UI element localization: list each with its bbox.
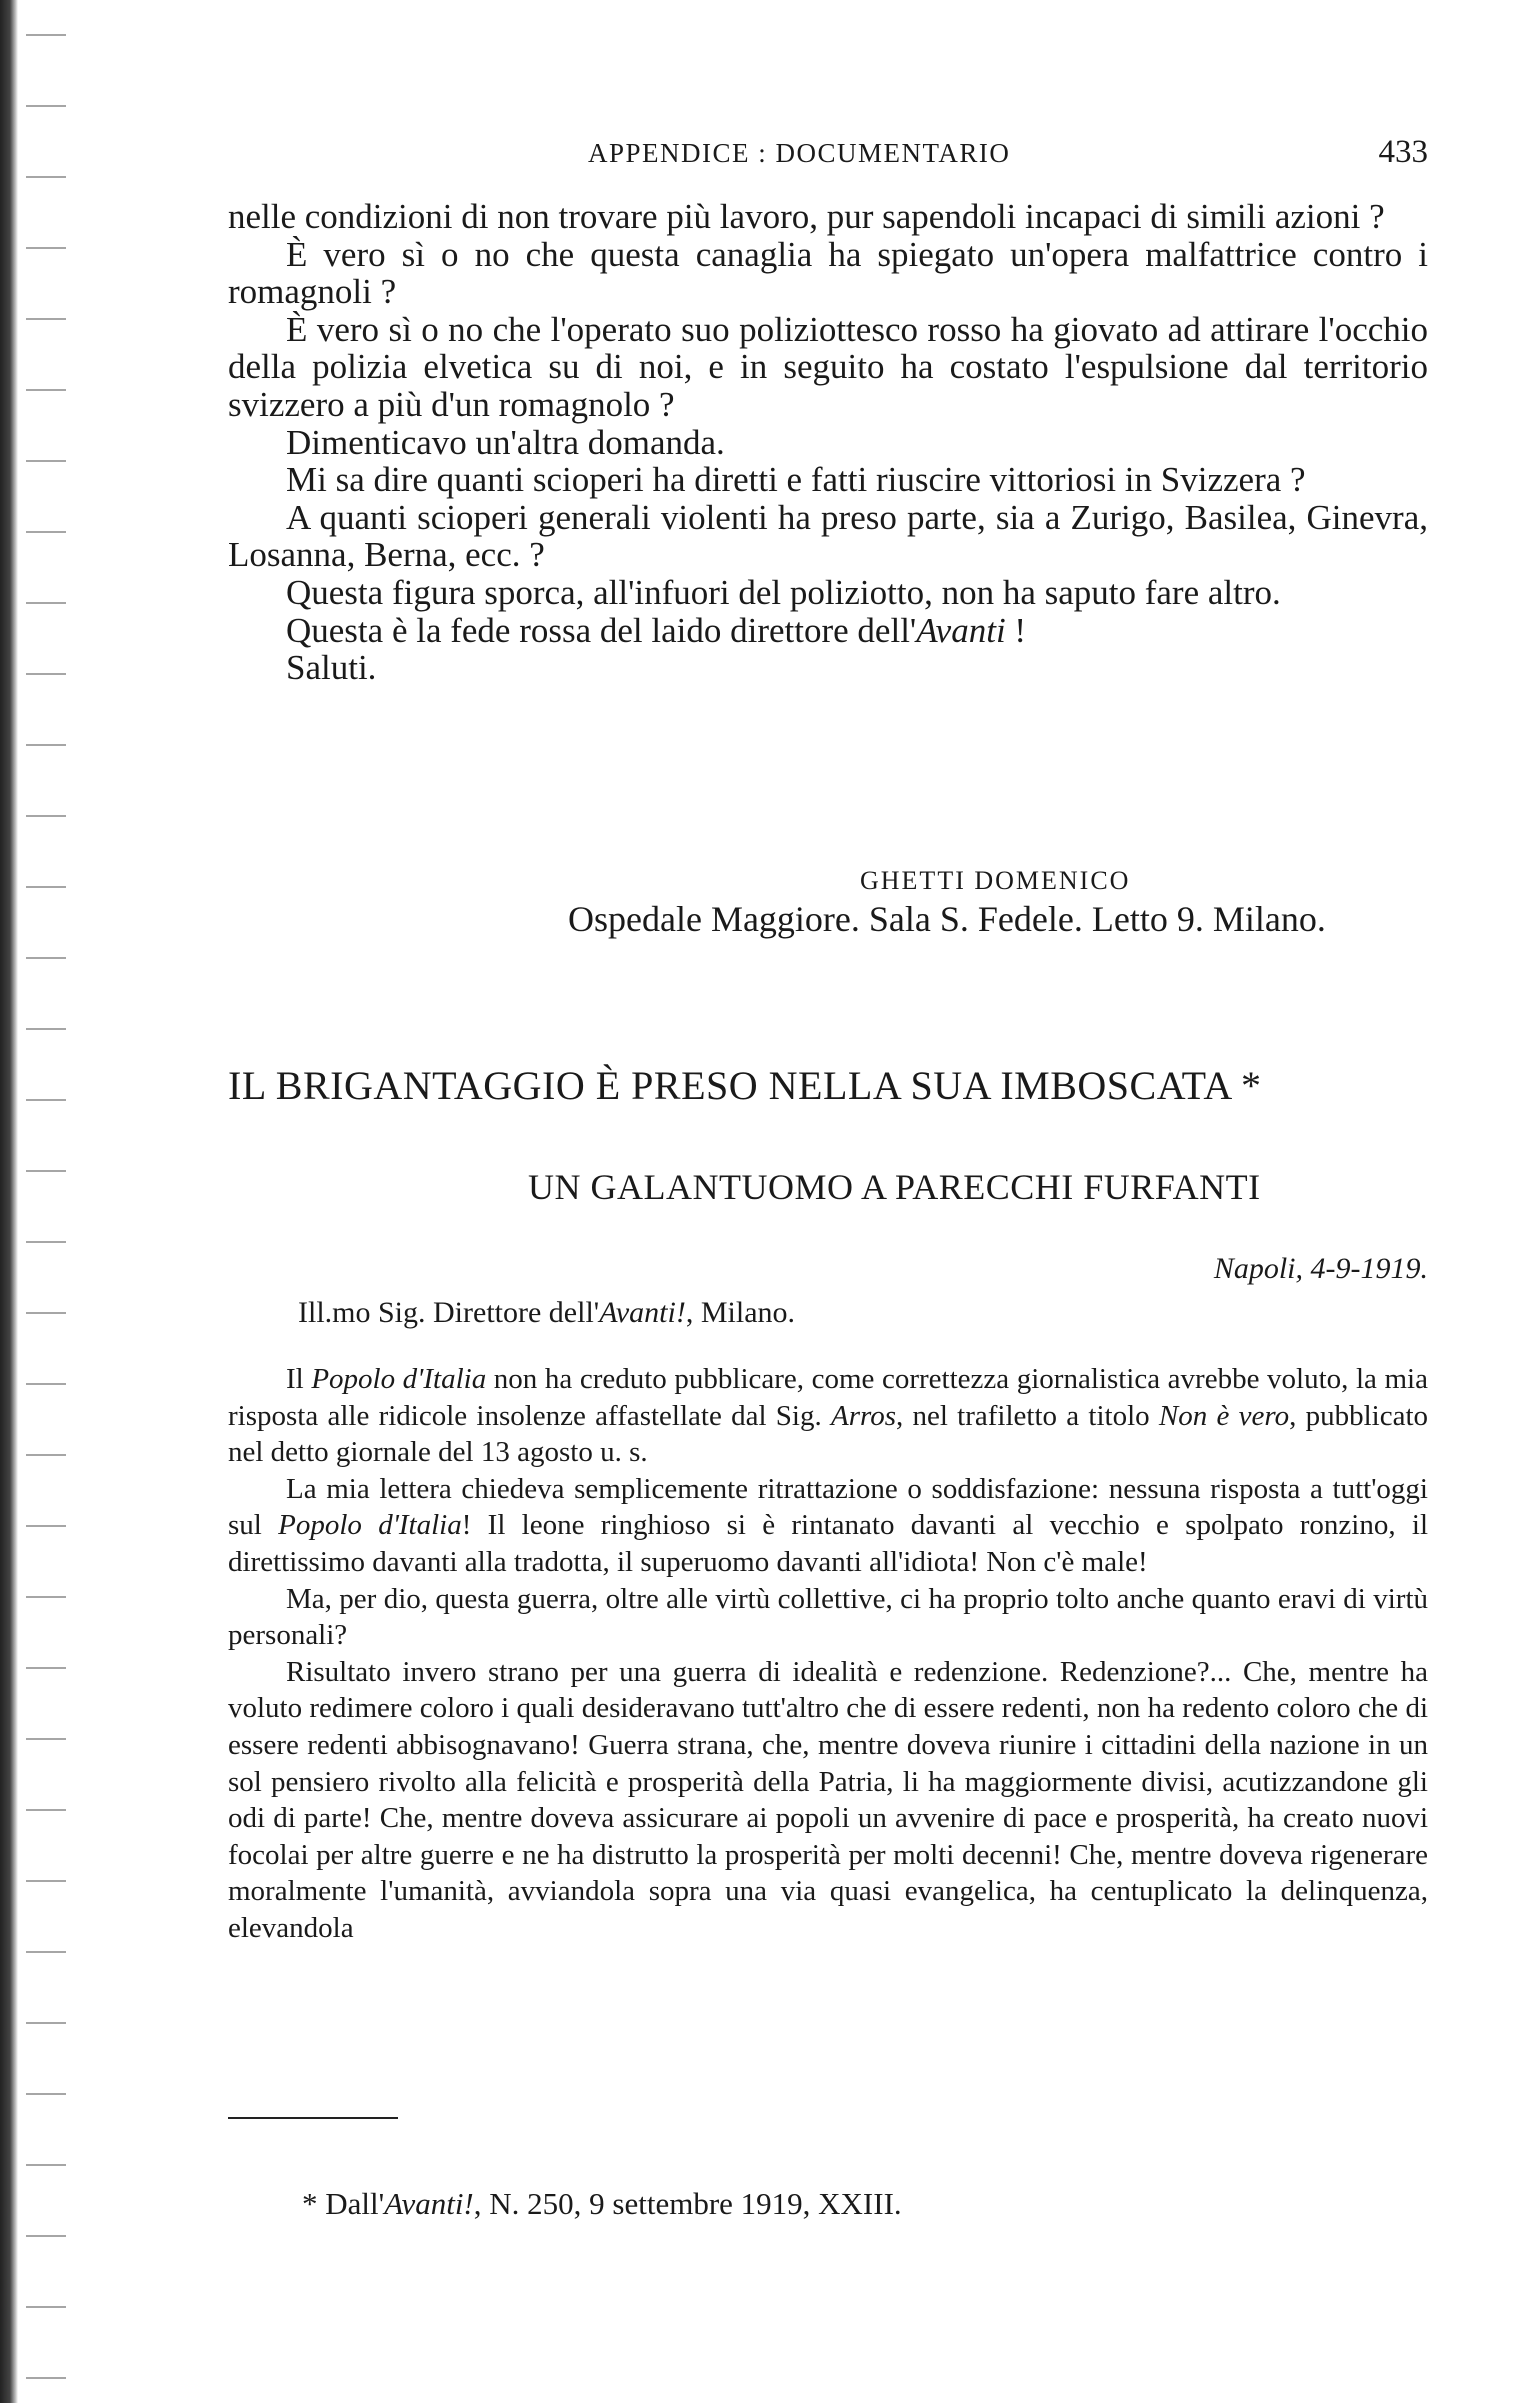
paragraph [228, 1471, 1428, 1581]
text-run: , pubblicato nel detto giornale del 13 agosto u. s. [228, 1399, 1428, 1469]
book-binding-edge [0, 0, 18, 2403]
page-header [228, 134, 1428, 178]
newspaper-name: Avanti! [384, 2186, 474, 2221]
article-body [228, 1361, 1428, 1947]
paragraph [228, 612, 1428, 650]
page-number: 433 [1378, 134, 1428, 170]
running-head: APPENDICE : DOCUMENTARIO [588, 138, 1011, 168]
paragraph: Mi sa dire quanti scioperi ha diretti e fatti riuscire vittoriosi in Svizzera ? [286, 460, 1306, 500]
paragraph: Risultato invero strano per una guerra di idealità e redenzione. Redenzione?... Che, mentre ha voluto redimere coloro i quali desideravano tutt'altro che di essere redenti, non ha redento coloro che di essere redenti abbisognavano! Guerra strana, che, mentre doveva riunire i cittadini della nazione in un sol pensiero rivolto alla felicità e prosperità della Patria, li ha maggiormente divisi, acutizzandone gli odi di parte! Che, mentre doveva assicurare ai popoli un avvenire di pace e prosperità, ha creato nuovi focolai per altre guerre e ne ha distrutto la prosperità per molti decenni! Che, mentre doveva rigenerare moralmente l'umanità, avviandola sopra una via quasi evangelica, ha centuplicato la delinquenza, elevandola [228, 1655, 1428, 1944]
signature-address: Ospedale Maggiore. Sala S. Fedele. Letto 9. Milano. [568, 899, 1326, 939]
paragraph: Dimenticavo un'altra domanda. [286, 422, 725, 462]
article-subtitle: UN GALANTUOMO A PARECCHI FURFANTI [528, 1167, 1261, 1207]
scan-margin-marks [26, 0, 66, 2403]
paragraph: È vero sì o no che questa canaglia ha spiegato un'opera malfattrice contro i romagnoli ? [228, 234, 1428, 312]
text-run: Ill.mo Sig. Direttore dell' [298, 1296, 600, 1329]
text-run: * Dall' [302, 2186, 385, 2221]
text-run: ! [1005, 610, 1027, 650]
newspaper-name: Popolo d'Italia [311, 1363, 487, 1395]
text-run: Questa è la fede rossa del laido direttore dell' [286, 610, 917, 650]
text-run: Il [286, 1363, 312, 1395]
letter-date: Napoli, 4-9-1919. [1213, 1252, 1428, 1285]
text-run: La mia lettera chiedeva semplicemente ritrattazione o soddisfazione: nessuna risposta a tutt'oggi sul [228, 1472, 1428, 1542]
paragraph: nelle condizioni di non trovare più lavoro, pur sapendoli incapaci di simili azioni ? [228, 197, 1385, 236]
paragraph: È vero sì o no che l'operato suo poliziottesco rosso ha giovato ad attirare l'occhio della polizia elvetica su di noi, e in seguito ha costato l'espulsione dal territorio svizzero a più d'un romagnolo ? [228, 309, 1428, 424]
paragraph: Questa figura sporca, all'infuori del poliziotto, non ha saputo fare altro. [286, 572, 1281, 612]
text-run: , N. 250, 9 settembre 1919, XXIII. [473, 2186, 902, 2221]
article-title: IL BRIGANTAGGIO È PRESO NELLA SUA IMBOSCATA * [228, 1063, 1262, 1108]
paragraph: Ma, per dio, questa guerra, oltre alle virtù collettive, ci ha proprio tolto anche quanto eravi di virtù personali? [228, 1582, 1428, 1652]
salutation [298, 1296, 795, 1330]
paragraph: A quanti scioperi generali violenti ha preso parte, sia a Zurigo, Basilea, Ginevra, Losanna, Berna, ecc. ? [228, 497, 1428, 575]
person-name: Arros [830, 1399, 896, 1432]
newspaper-name: Avanti! [599, 1296, 686, 1329]
signature-name: GHETTI DOMENICO [860, 866, 1131, 895]
letter-continuation [228, 198, 1428, 687]
newspaper-name: Popolo d'Italia [278, 1509, 462, 1542]
footnote-rule [228, 2117, 398, 2119]
text-run: ! Il leone ringhioso si è rintanato davanti al vecchio e spolpato ronzino, il direttissimo davanti alla tradotta, il superuomo davanti all'idiota! Non c'è male! [228, 1509, 1428, 1578]
paragraph [228, 1361, 1428, 1471]
footnote [302, 2186, 902, 2222]
text-run: non ha creduto pubblicare, come correttezza giornalistica avrebbe voluto, la mia risposta alle ridicole insolenze affastellate dal Sig. [228, 1363, 1428, 1432]
text-run: , Milano. [685, 1296, 796, 1329]
article-title-ref: Non è vero [1158, 1399, 1290, 1432]
newspaper-name: Avanti [916, 610, 1006, 650]
closing: Saluti. [286, 648, 377, 688]
text-run: , nel trafiletto a titolo [895, 1399, 1159, 1432]
